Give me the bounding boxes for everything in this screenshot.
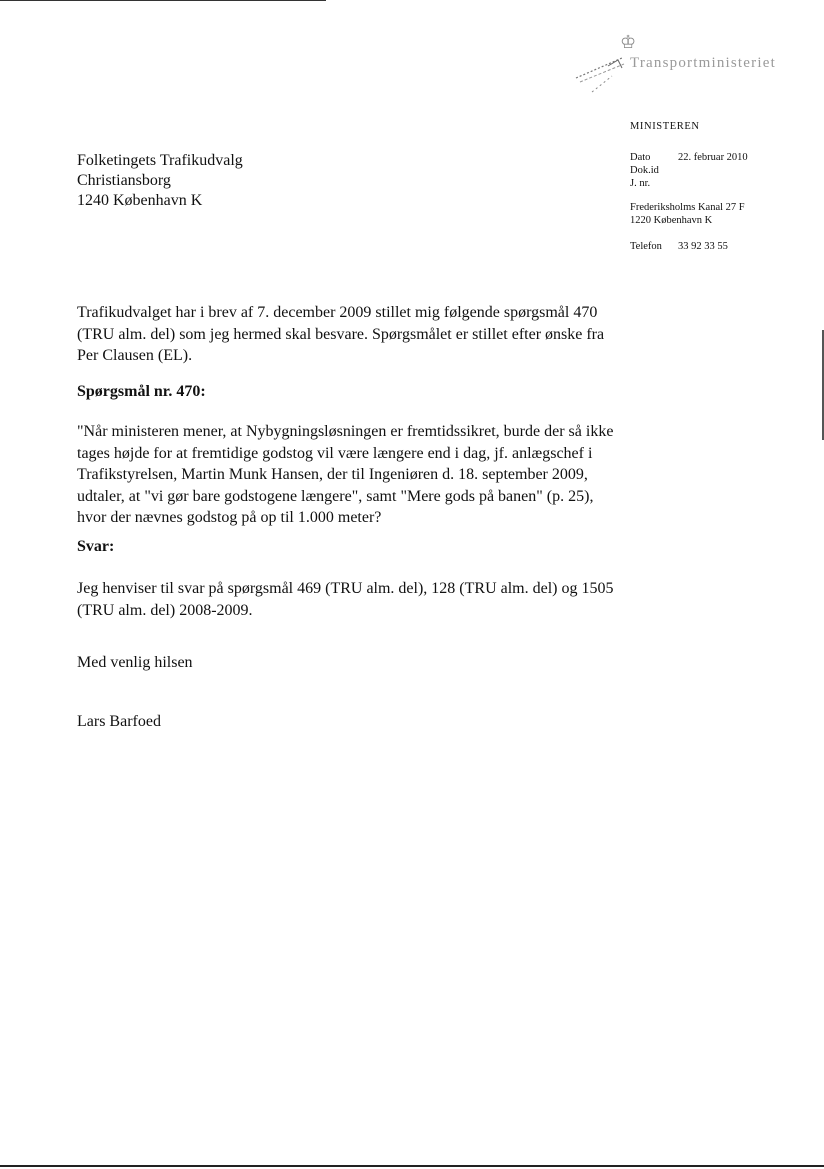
crown-icon: ♔ bbox=[620, 32, 637, 52]
wing-emblem-icon bbox=[572, 48, 632, 98]
date-label: Dato bbox=[630, 152, 651, 163]
ministry-name: Transportministeriet bbox=[630, 55, 776, 71]
meta-doc-id bbox=[630, 164, 678, 177]
ministry-logo bbox=[572, 30, 792, 100]
telephone-value: 33 92 33 55 bbox=[678, 241, 728, 252]
address-city: 1220 København K bbox=[630, 215, 713, 226]
meta-journal-number bbox=[630, 177, 678, 190]
intro-paragraph: Trafikudvalget har i brev af 7. december 2009 stillet mig følgende spørgsmål 470 (TRU alm. del) som jeg hermed skal besvare. Spørgsmålet er stillet efter ønske fra Per Clausen (EL). bbox=[77, 304, 605, 364]
answer-heading: Svar: bbox=[77, 538, 115, 555]
recipient-address bbox=[77, 151, 243, 211]
meta-date bbox=[630, 151, 748, 164]
date-value: 22. februar 2010 bbox=[678, 152, 748, 163]
doc-id-label: Dok.id bbox=[630, 165, 659, 176]
journal-number-label: J. nr. bbox=[630, 178, 651, 189]
signature-name: Lars Barfoed bbox=[77, 713, 161, 730]
sender-address bbox=[630, 201, 745, 227]
scan-edge-top bbox=[0, 0, 326, 1]
recipient-city: 1240 København K bbox=[77, 192, 203, 209]
office-label: MINISTEREN bbox=[630, 121, 700, 132]
question-paragraph: "Når ministeren mener, at Nybygningsløsningen er fremtidssikret, burde der så ikke tages højde for at fremtidige godstog vil være længere end i dag, jf. anlægschef i Trafikstyrelsen, Martin Munk Hansen, der til Ingeniøren d. 18. september 2009, udtaler, at "vi gør bare godstogene længere", samt "Mere gods på banen" (p. 25), hvor der nævnes godstog på op til 1.000 meter? bbox=[77, 423, 614, 526]
telephone bbox=[630, 241, 728, 252]
answer-paragraph: Jeg henviser til svar på spørgsmål 469 (TRU alm. del), 128 (TRU alm. del) og 1505 (TRU alm. del) 2008-2009. bbox=[77, 580, 614, 619]
scan-edge-bottom bbox=[0, 1165, 824, 1167]
recipient-name: Folketingets Trafikudvalg bbox=[77, 152, 243, 169]
question-heading: Spørgsmål nr. 470: bbox=[77, 383, 206, 400]
address-street: Frederiksholms Kanal 27 F bbox=[630, 202, 745, 213]
telephone-label: Telefon bbox=[630, 241, 662, 252]
recipient-building: Christiansborg bbox=[77, 172, 171, 189]
closing-greeting: Med venlig hilsen bbox=[77, 654, 193, 671]
